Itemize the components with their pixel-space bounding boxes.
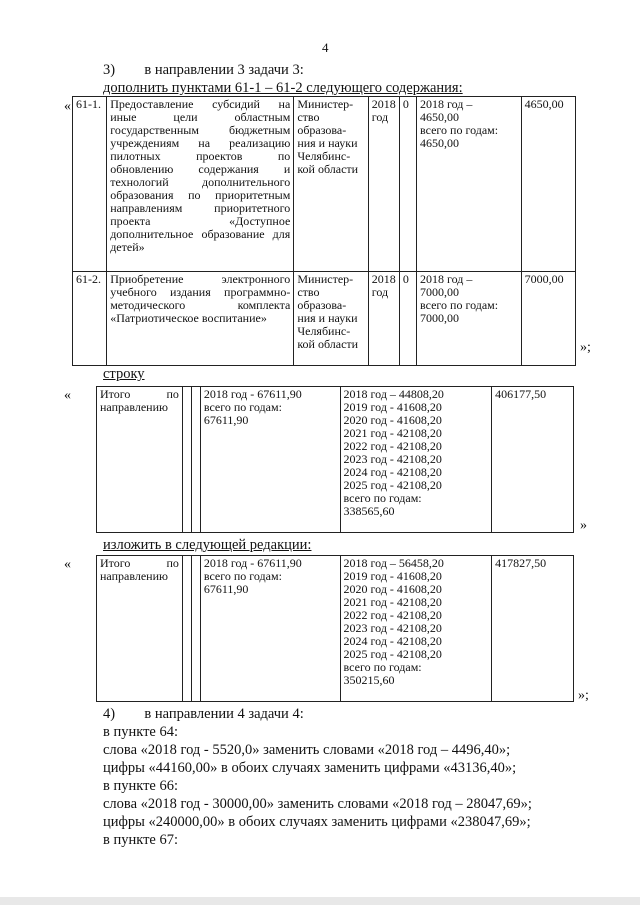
item-total: 4650,00 [521, 97, 575, 272]
empty-cell [191, 556, 200, 702]
value-line: всего по годам: [343, 660, 422, 674]
value-line: 2021 год - 42108,20 [343, 595, 442, 609]
section-3-text: в направлении 3 задачи 3: [144, 62, 304, 78]
funding-line: 4650,00 [420, 136, 460, 150]
executor-line: ство [297, 285, 320, 299]
funding-line: 4650,00 [420, 110, 460, 124]
value-line: 2019 год - 41608,20 [343, 569, 442, 583]
funding-line: всего по годам: [420, 123, 499, 137]
stroku-label: строку [103, 366, 145, 382]
table-row [97, 556, 574, 702]
close-quote-2: » [580, 518, 587, 533]
desc-tail: «Патриотическое воспитание» [110, 311, 267, 325]
total-col2 [340, 387, 492, 533]
scan-edge [0, 897, 640, 905]
izlozhit-label: изложить в следующей редакции: [103, 537, 312, 553]
total-amount: 406177,50 [492, 387, 574, 533]
desc-line: методического комплекта [110, 298, 291, 312]
page-number: 4 [322, 40, 329, 55]
open-quote-3: « [64, 557, 71, 572]
empty-cell [191, 387, 200, 533]
body-line: цифры «44160,00» в обоих случаях заменить цифрами «43136,40»; [103, 760, 517, 776]
funding-line: 2018 год – [420, 272, 473, 286]
open-quote-1: « [64, 99, 71, 114]
value-line: 350215,60 [343, 673, 395, 687]
executor-line: Министер- [297, 97, 354, 111]
item-year: 2018 год [368, 272, 399, 366]
body-line: цифры «240000,00» в обоих случаях заменить цифрами «238047,69»; [103, 814, 531, 830]
value-line: 2025 год - 42108,20 [343, 478, 442, 492]
section-4-text: в направлении 4 задачи 4: [144, 706, 304, 722]
table-row-61-2 [73, 272, 576, 366]
item-description [107, 97, 294, 272]
item-zero: 0 [399, 272, 416, 366]
funding-line: всего по годам: [420, 298, 499, 312]
item-funding [417, 272, 522, 366]
body-line: в пункте 66: [103, 778, 179, 794]
value-line: всего по годам: [203, 569, 282, 583]
body-line: в пункте 67: [103, 832, 179, 848]
value-line: 2023 год - 42108,20 [343, 621, 442, 635]
value-line: 2018 год – 56458,20 [343, 556, 444, 570]
item-funding [417, 97, 522, 272]
executor-line: ния и науки [297, 136, 358, 150]
value-line: всего по годам: [343, 491, 422, 505]
executor-line: образова- [297, 298, 347, 312]
total-col2 [340, 556, 492, 702]
desc-line: технологий дополнительного [110, 175, 291, 189]
total-label [97, 556, 183, 702]
total-amount: 417827,50 [492, 556, 574, 702]
table-row-61-1 [73, 97, 576, 272]
desc-line: обновлению содержания и [110, 162, 291, 176]
label-line: направлению [100, 400, 168, 414]
executor-line: Челябинс- [297, 149, 351, 163]
empty-cell [182, 387, 191, 533]
close-quote-3: »; [578, 688, 589, 703]
executor-line: Министер- [297, 272, 354, 286]
items-table [72, 96, 576, 366]
supplement-instruction: дополнить пунктами 61-1 – 61-2 следующего содержания: [103, 80, 463, 96]
value-line: 2019 год - 41608,20 [343, 400, 442, 414]
desc-line: Приобретение электронного [110, 272, 291, 286]
total-col1 [200, 556, 340, 702]
desc-line: государственным бюджетным [110, 123, 291, 137]
total-label [97, 387, 183, 533]
funding-line: 7000,00 [420, 285, 460, 299]
desc-line: Предоставление субсидий на [110, 97, 291, 111]
close-quote-1: »; [580, 340, 591, 355]
value-line: 2018 год - 67611,90 [203, 556, 302, 570]
value-line: 2020 год - 41608,20 [343, 582, 442, 596]
total-table-new [96, 555, 574, 702]
value-line: 67611,90 [203, 413, 249, 427]
section-4-heading [103, 706, 304, 723]
table-row [97, 387, 574, 533]
value-line: 2022 год - 42108,20 [343, 439, 442, 453]
desc-line: пилотных проектов по [110, 149, 291, 163]
item-description [107, 272, 294, 366]
item-executor [294, 272, 368, 366]
desc-line: иные цели областным [110, 110, 291, 124]
desc-line: учебного издания программно- [110, 285, 291, 299]
section-3-number: 3) [103, 62, 116, 78]
funding-line: 2018 год – [420, 97, 473, 111]
value-line: 338565,60 [343, 504, 395, 518]
label-line: Итого по [100, 387, 179, 401]
value-line: 2022 год - 42108,20 [343, 608, 442, 622]
executor-line: кой области [297, 337, 359, 351]
section-3-heading [103, 62, 304, 79]
label-line: Итого по [100, 556, 179, 570]
body-line: слова «2018 год - 5520,0» заменить словами «2018 год – 4496,40»; [103, 742, 511, 758]
executor-line: кой области [297, 162, 359, 176]
funding-line: 7000,00 [420, 311, 460, 325]
empty-cell [182, 556, 191, 702]
body-line: слова «2018 год - 30000,00» заменить словами «2018 год – 28047,69»; [103, 796, 532, 812]
executor-line: ния и науки [297, 311, 358, 325]
item-zero: 0 [399, 97, 416, 272]
desc-tail: образования по приоритетным направлениям приоритетного проекта «Доступное дополнительное образование для детей» [110, 188, 291, 254]
value-line: всего по годам: [203, 400, 282, 414]
item-executor [294, 97, 368, 272]
executor-line: ство [297, 110, 320, 124]
body-line: в пункте 64: [103, 724, 179, 740]
executor-line: Челябинс- [297, 324, 351, 338]
item-number: 61-2. [73, 272, 107, 366]
item-number: 61-1. [73, 97, 107, 272]
desc-line: учреждениям на реализацию [110, 136, 291, 150]
value-line: 2018 год - 67611,90 [203, 387, 302, 401]
value-line: 2021 год - 42108,20 [343, 426, 442, 440]
value-line: 2024 год - 42108,20 [343, 634, 442, 648]
value-line: 2024 год - 42108,20 [343, 465, 442, 479]
total-col1 [200, 387, 340, 533]
label-line: направлению [100, 569, 168, 583]
value-line: 67611,90 [203, 582, 249, 596]
value-line: 2018 год – 44808,20 [343, 387, 444, 401]
item-year: 2018 год [368, 97, 399, 272]
value-line: 2023 год - 42108,20 [343, 452, 442, 466]
section-4-number: 4) [103, 706, 116, 722]
executor-line: образова- [297, 123, 347, 137]
item-total: 7000,00 [521, 272, 575, 366]
total-table-old [96, 386, 574, 533]
value-line: 2020 год - 41608,20 [343, 413, 442, 427]
open-quote-2: « [64, 388, 71, 403]
value-line: 2025 год - 42108,20 [343, 647, 442, 661]
